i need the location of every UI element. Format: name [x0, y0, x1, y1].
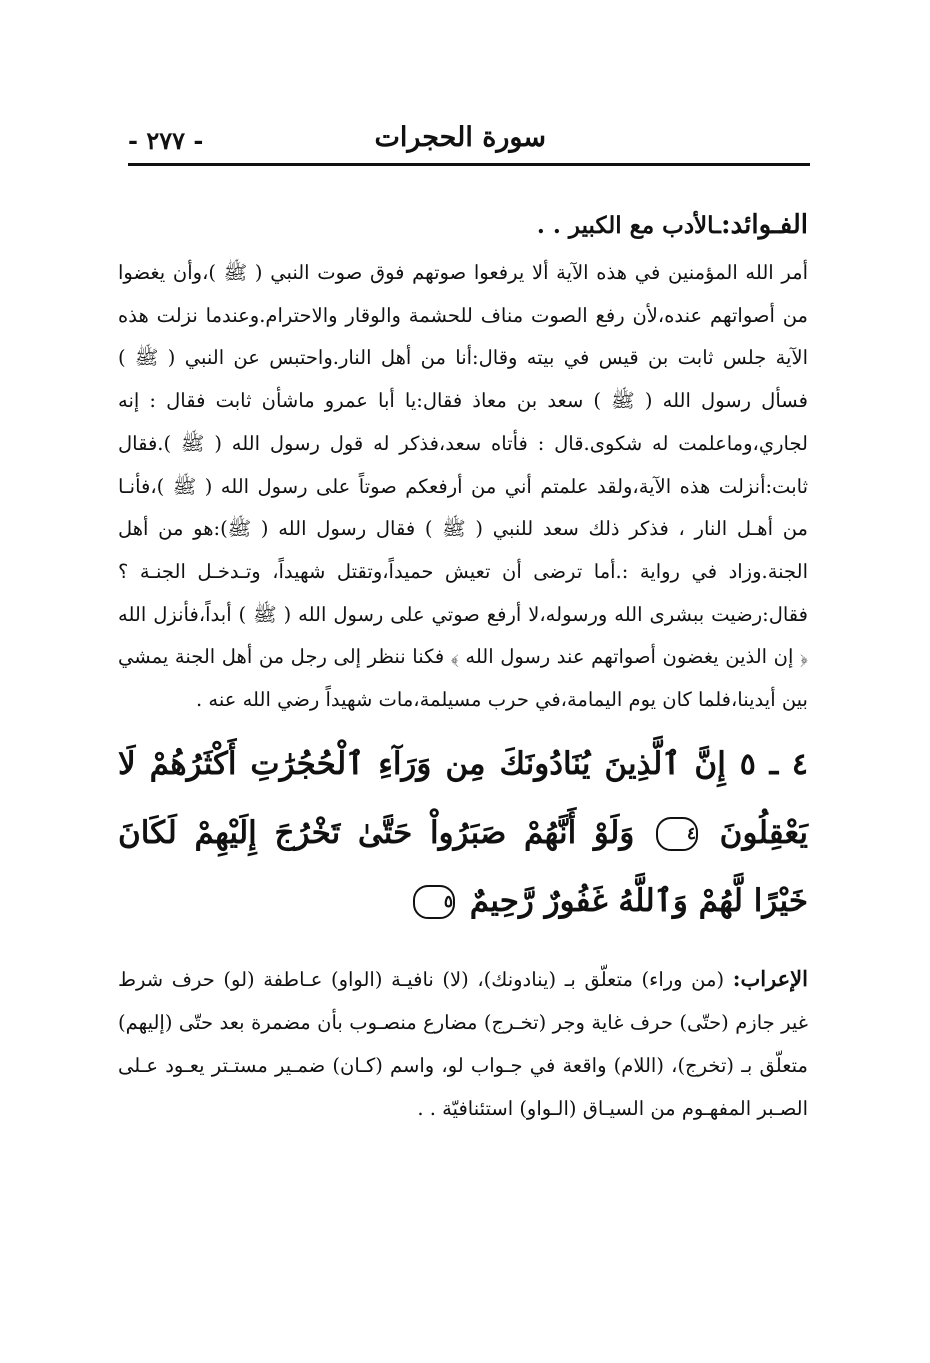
- page-number: - ٢٧٧ -: [128, 126, 204, 155]
- irab-text: (من وراء) متعلّق بـ (ينادونك)، (لا) نافيـة (الواو) عـاطفة (لو) حرف شرط غير جازم (حتّى) حرف غاية وجر (تخـرج) مضارع منصـوب بأن مضمرة بعد حتّى (إليهم) متعلّق بـ (تخرج)، (اللام) واقعة في جـواب لو، واسم (كـان) ضمـير مستـتر يعـود عـلى الصـبر المفهـوم من السيـاق (الـواو) استئنافيّة . .: [118, 967, 808, 1120]
- header-rule: [128, 163, 810, 166]
- verse-number: ٤ ـ ٥: [739, 746, 808, 782]
- benefits-heading: [118, 210, 808, 240]
- benefits-label: الفـوائد:: [720, 210, 808, 240]
- verse-text-part1: إِنَّ ٱلَّذِينَ يُنَادُونَكَ مِن وَرَآءِ ٱلْحُجُرَٰتِ أَكْثَرُهُمْ لَا يَعْقِلُونَ: [118, 745, 808, 851]
- irab-section: [118, 957, 808, 1130]
- ayah-end-marker: ٥: [413, 885, 455, 919]
- quran-verse: [118, 730, 808, 935]
- irab-label: الإعراب:: [732, 965, 808, 991]
- page-content: [118, 200, 808, 1130]
- page-header: [128, 118, 810, 164]
- benefits-title: ـالأدب مع الكبير . .: [536, 212, 721, 239]
- surah-title: سورة الحجرات: [374, 122, 546, 153]
- benefits-paragraph: أمر الله المؤمنين في هذه الآية ألا يرفعوا صوتهم فوق صوت النبي ( ﷺ )،وأن يغضوا من أصواتهم عنده،لأن رفع الصوت مناف للحشمة والوقار والاحترام.وعندما نزلت هذه الآية جلس ثابت بن قيس في بيته وقال:أنا من أهل النار.واحتبس عن النبي ( ﷺ ) فسأل رسول الله ( ﷺ ) سعد بن معاذ فقال:يا أبا عمرو ماشأن ثابت فقال : إنه لجاري،وماعلمت له شكوى.قال : فأتاه سعد،فذكر له قول رسول الله ( ﷺ ).فقال ثابت:أنزلت هذه الآية،ولقد علمتم أني من أرفعكم صوتاً على رسول الله ( ﷺ )،فأنـا من أهـل النار ، فذكر ذلك سعد للنبي ( ﷺ ) فقال رسول الله ( ﷺ):هو من أهل الجنة.وزاد في رواية :.أما ترضى أن تعيش حميداً،وتقتل شهيداً، وتـدخـل الجنـة ؟ فقال:رضيت ببشرى الله ورسوله،لا أرفع صوتي على رسول الله ( ﷺ ) أبداً،فأنزل الله ﴿ إن الذين يغضون أصواتهم عند رسول الله ﴾ فكنا ننظر إلى رجل من أهل الجنة يمشي بين أيدينا،فلما كان يوم اليمامة،في حرب مسيلمة،مات شهيداً رضي الله عنه .: [118, 261, 808, 712]
- verse-text-part2: وَلَوْ أَنَّهُمْ صَبَرُواْ حَتَّىٰ تَخْرُجَ إِلَيْهِمْ لَكَانَ خَيْرًا لَّهُمْ وَٱللَّهُ غَفُورٌ رَّحِيمٌ: [118, 814, 808, 919]
- ayah-end-marker: ٤: [656, 817, 698, 851]
